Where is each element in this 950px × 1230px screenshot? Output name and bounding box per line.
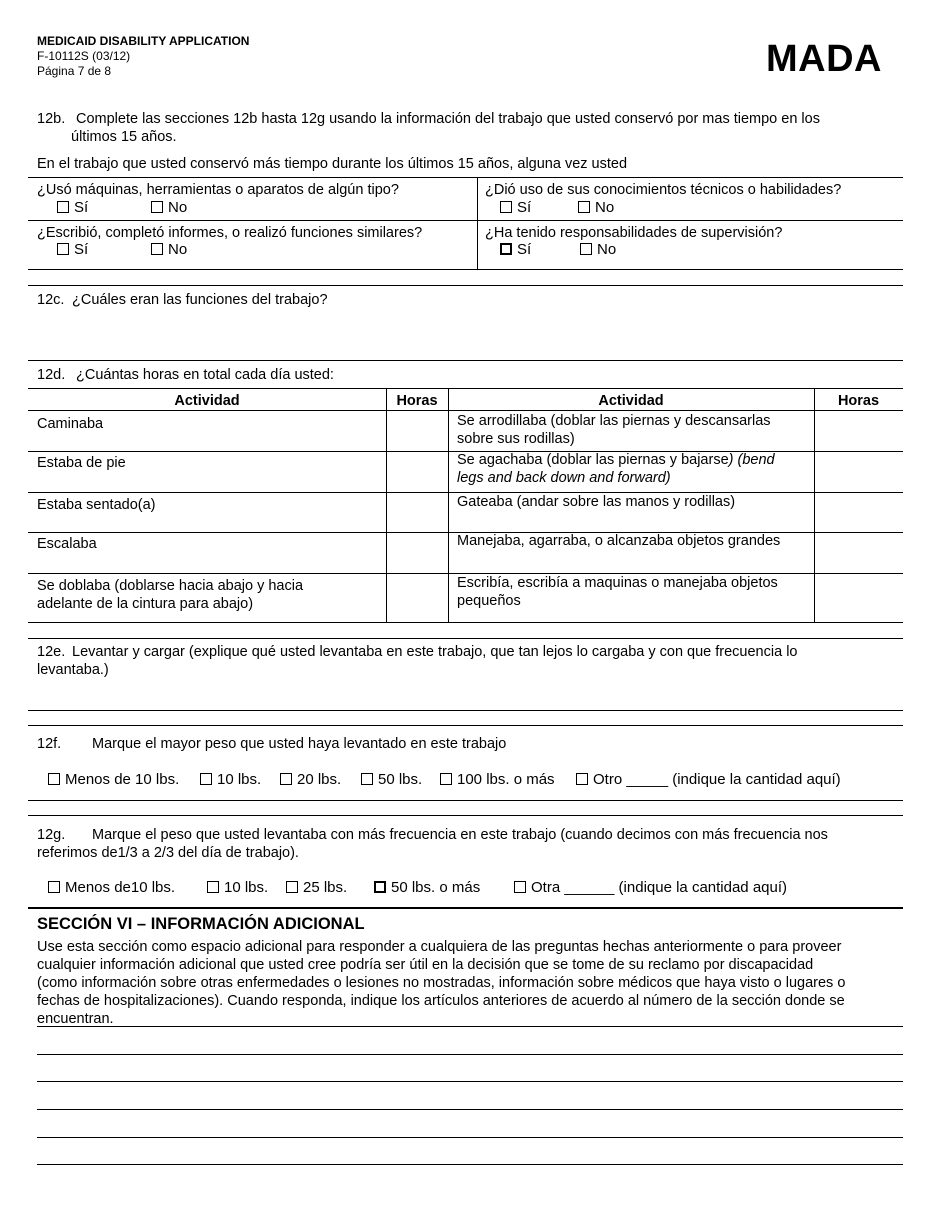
hours-crouching-field[interactable] xyxy=(816,453,902,491)
checkbox[interactable] xyxy=(578,201,590,213)
q12e-text-2: levantaba.) xyxy=(37,662,109,678)
q12f-label: 12f. xyxy=(37,736,62,752)
activity-standing: Estaba de pie xyxy=(37,455,126,471)
hours-standing-field[interactable] xyxy=(388,453,446,491)
checkbox[interactable] xyxy=(207,881,219,893)
activity-kneeling: Se arrodillaba (doblar las piernas y descansarlas sobre sus rodillas) xyxy=(457,413,771,447)
skills-yes-option[interactable]: Sí xyxy=(500,199,531,216)
answer-line[interactable] xyxy=(37,1137,903,1138)
max-weight-other-option[interactable]: Otro _____ (indique la cantidad aquí) xyxy=(576,771,841,788)
divider xyxy=(28,220,903,221)
divider xyxy=(28,725,903,726)
divider xyxy=(28,410,903,411)
answer-line[interactable] xyxy=(37,1026,903,1027)
hours-bending-field[interactable] xyxy=(388,575,446,621)
checkbox[interactable] xyxy=(280,773,292,785)
divider xyxy=(448,388,449,623)
section-divider xyxy=(28,907,903,909)
col-header-hours: Horas xyxy=(837,393,880,409)
divider xyxy=(28,269,903,270)
checkbox[interactable] xyxy=(57,243,69,255)
skills-no-option[interactable]: No xyxy=(578,199,614,216)
divider xyxy=(28,638,903,639)
hours-sitting-field[interactable] xyxy=(388,494,446,531)
answer-line[interactable] xyxy=(37,1164,903,1165)
checkbox[interactable] xyxy=(286,881,298,893)
mada-title: MADA xyxy=(766,38,882,80)
max-weight-under10-option[interactable]: Menos de 10 lbs. xyxy=(48,771,179,788)
col-header-activity: Actividad xyxy=(598,393,664,409)
question-reports: ¿Escribió, completó informes, o realizó funciones similares? xyxy=(37,225,423,241)
activity-sitting: Estaba sentado(a) xyxy=(37,497,156,513)
machines-no-option[interactable]: No xyxy=(151,199,187,216)
activity-crouching: Se agachaba (doblar las piernas y bajarse) (bend legs and back down and forward) xyxy=(457,452,775,486)
hours-walking-field[interactable] xyxy=(388,412,446,450)
divider xyxy=(28,285,903,286)
activity-handling: Manejaba, agarraba, o alcanzaba objetos grandes xyxy=(457,533,781,549)
q12e-text-1: Levantar y cargar (explique qué usted levantaba en este trabajo, que tan lejos lo cargaba y con que frecuencia lo xyxy=(72,644,798,660)
col-header-hours: Horas xyxy=(396,393,438,409)
max-weight-50-option[interactable]: 50 lbs. xyxy=(361,771,422,788)
q12g-text-2: referimos de1/3 a 2/3 del día de trabajo). xyxy=(37,845,299,861)
q12b-text-1: Complete las secciones 12b hasta 12g usando la información del trabajo que usted conservó por mas tiempo en los xyxy=(76,111,820,127)
freq-weight-under10-option[interactable]: Menos de10 lbs. xyxy=(48,879,175,896)
q12f-text: Marque el mayor peso que usted haya levantado en este trabajo xyxy=(92,736,507,752)
checkbox[interactable] xyxy=(500,243,512,255)
checkbox[interactable] xyxy=(48,881,60,893)
freq-weight-other-option[interactable]: Otra ______ (indique la cantidad aquí) xyxy=(514,879,787,896)
activity-bending: Se doblaba (doblarse hacia abajo y hacia adelante de la cintura para abajo) xyxy=(37,578,304,612)
checkbox[interactable] xyxy=(500,201,512,213)
checkbox[interactable] xyxy=(200,773,212,785)
page-number: Página 7 de 8 xyxy=(37,64,112,78)
q12e-label: 12e. xyxy=(37,644,66,660)
q12d-label: 12d. xyxy=(37,367,66,383)
max-weight-10-option[interactable]: 10 lbs. xyxy=(200,771,261,788)
hours-kneeling-field[interactable] xyxy=(816,412,902,450)
q12b-intro: En el trabajo que usted conservó más tiempo durante los últimos 15 años, alguna vez usted xyxy=(37,156,628,172)
q12g-text-1: Marque el peso que usted levantaba con más frecuencia en este trabajo (cuando decimos con más frecuencia nos xyxy=(92,827,828,843)
supervision-no-option[interactable]: No xyxy=(580,241,616,258)
question-machines: ¿Usó máquinas, herramientas o aparatos de algún tipo? xyxy=(37,182,399,198)
form-number: F-10112S (03/12) xyxy=(37,49,131,63)
checkbox[interactable] xyxy=(440,773,452,785)
max-weight-100-option[interactable]: 100 lbs. o más xyxy=(440,771,555,788)
divider xyxy=(28,800,903,801)
q12b-label: 12b. xyxy=(37,111,66,127)
checkbox[interactable] xyxy=(48,773,60,785)
divider xyxy=(386,388,387,623)
checkbox[interactable] xyxy=(580,243,592,255)
answer-line[interactable] xyxy=(37,1054,903,1055)
hours-writing-field[interactable] xyxy=(816,575,902,621)
reports-yes-option[interactable]: Sí xyxy=(57,241,88,258)
q12b-text-2: últimos 15 años. xyxy=(71,129,177,145)
activity-crawling: Gateaba (andar sobre las manos y rodillas) xyxy=(457,494,736,510)
divider xyxy=(477,177,478,270)
supervision-yes-option[interactable]: Sí xyxy=(500,241,531,258)
q12c-text: ¿Cuáles eran las funciones del trabajo? xyxy=(72,292,328,308)
checkbox[interactable] xyxy=(374,881,386,893)
question-supervision: ¿Ha tenido responsabilidades de supervisión? xyxy=(485,225,783,241)
q12g-label: 12g. xyxy=(37,827,66,843)
answer-line[interactable] xyxy=(37,1109,903,1110)
divider xyxy=(814,388,815,623)
checkbox[interactable] xyxy=(57,201,69,213)
activity-walking: Caminaba xyxy=(37,416,104,432)
answer-line[interactable] xyxy=(37,1081,903,1082)
activity-writing: Escribía, escribía a maquinas o manejaba objetos pequeños xyxy=(457,575,778,609)
divider xyxy=(28,177,903,178)
section6-title: SECCIÓN VI – INFORMACIÓN ADICIONAL xyxy=(37,915,365,933)
checkbox[interactable] xyxy=(151,243,163,255)
divider xyxy=(28,815,903,816)
section6-instructions: Use esta sección como espacio adicional para responder a cualquiera de las preguntas hechas anteriormente o para proveer cualquier información adicional que usted cree podría ser útil en la decisión que se tome de su reclamo por discapacidad (como información sobre otras enfermedades o lesiones no mostradas, información sobre médicos que haya visto o lugares o fechas de hospitalizaciones). Cuando responda, indique los artículos anteriores de acuerdo al número de la sección donde se encuentran. xyxy=(37,939,846,1027)
checkbox[interactable] xyxy=(361,773,373,785)
checkbox[interactable] xyxy=(151,201,163,213)
q12d-text: ¿Cuántas horas en total cada día usted: xyxy=(76,367,334,383)
question-technical-skills: ¿Dió uso de sus conocimientos técnicos o habilidades? xyxy=(485,182,842,198)
checkbox[interactable] xyxy=(576,773,588,785)
divider xyxy=(28,710,903,711)
hours-crawling-field[interactable] xyxy=(816,494,902,531)
hours-climbing-field[interactable] xyxy=(388,534,446,572)
divider xyxy=(28,360,903,361)
col-header-activity: Actividad xyxy=(174,393,240,409)
q12c-label: 12c. xyxy=(37,292,65,308)
checkbox[interactable] xyxy=(514,881,526,893)
activity-climbing: Escalaba xyxy=(37,536,97,552)
machines-yes-option[interactable]: Sí xyxy=(57,199,88,216)
freq-weight-25-option[interactable]: 25 lbs. xyxy=(286,879,347,896)
hours-handling-field[interactable] xyxy=(816,534,902,572)
reports-no-option[interactable]: No xyxy=(151,241,187,258)
divider xyxy=(28,388,903,389)
max-weight-20-option[interactable]: 20 lbs. xyxy=(280,771,341,788)
divider xyxy=(28,622,903,623)
freq-weight-10-option[interactable]: 10 lbs. xyxy=(207,879,268,896)
freq-weight-50-option[interactable]: 50 lbs. o más xyxy=(374,879,480,896)
form-title: MEDICAID DISABILITY APPLICATION xyxy=(37,34,250,48)
